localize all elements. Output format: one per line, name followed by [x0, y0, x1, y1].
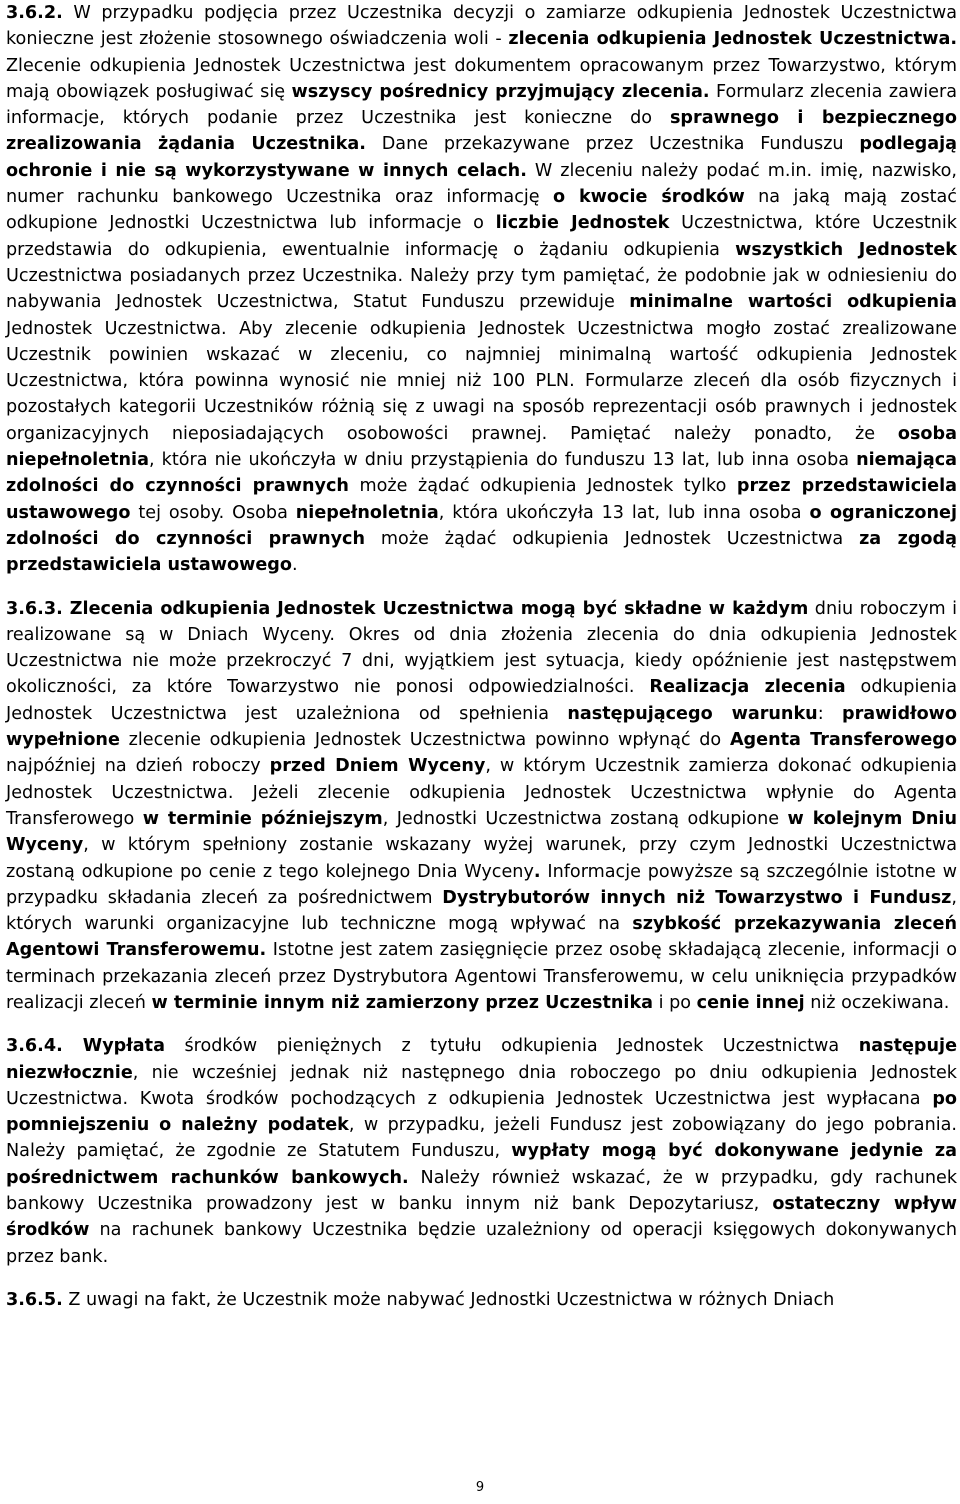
bold-text: ostateczny wpływ środków — [6, 1194, 958, 1241]
text-run: , nie wcześniej jednak niż następnego dnia roboczego po dniu odkupienia Jednostek Uczestnictwa. Kwota środków pochodzących z odkupienia Jednostek Uczestnictwa jest wypłacana — [6, 1062, 957, 1109]
bold-text: minimalne wartości odkupienia — [629, 292, 957, 313]
text-run: niż oczekiwana. — [804, 992, 950, 1013]
bold-text: następuje niezwłocznie — [6, 1036, 957, 1083]
text-run: na rachunek bankowy Uczestnika będzie uzależniony od operacji księgowych dokonywanych przez bank. — [6, 1220, 957, 1267]
text-run: , w którym spełniony zostanie wskazany wyżej warunek, przy czym Jednostki Uczestnictwa zostaną odkupione po cenie z tego kolejnego Dnia Wyceny — [6, 835, 957, 882]
text-run: : — [817, 703, 843, 724]
bold-text: niemająca zdolności do czynności prawnych — [6, 450, 957, 497]
text-run: dniu roboczym i realizowane są w Dniach Wyceny. Okres od dnia złożenia zlecenia do dnia odkupienia Jednostek Uczestnictwa nie może przekroczyć 7 dni, wyjątkiem jest sytuacja, kiedy opóźnienie jest następstwem okoliczności, za które Towarzystwo nie ponosi odpowiedzialności. — [6, 598, 957, 698]
bold-text: 3.6.2. — [6, 3, 63, 23]
text-run: Dane przekazywane przez Uczestnika Funduszu — [365, 134, 860, 155]
text-run: zlecenie odkupienia Jednostek Uczestnictwa powinno wpłynąć do — [119, 730, 730, 751]
text-run: Z uwagi na fakt, że Uczestnik może nabywać Jednostki Uczestnictwa w różnych Dniach — [62, 1289, 835, 1310]
text-run: może żądać odkupienia Jednostek tylko — [348, 476, 737, 497]
bold-text: 3.6.3. Zlecenia odkupienia Jednostek Uczestnictwa mogą być składne w każdym — [6, 598, 809, 619]
bold-text: wszystkich Jednostek — [735, 239, 958, 260]
page-number: 9 — [475, 1480, 485, 1495]
bold-text: wypłaty mogą być dokonywane jedynie za pośrednictwem rachunków bankowych. — [6, 1141, 957, 1188]
bold-text: . — [533, 861, 541, 882]
text-run: może żądać odkupienia Jednostek Uczestnictwa — [365, 528, 860, 549]
bold-text: szybkość przekazywania zleceń Agentowi Transferowemu. — [6, 914, 957, 961]
bold-text: po pomniejszeniu o należny podatek — [6, 1088, 957, 1136]
text-run: , która nie ukończyła w dniu przystąpienia do funduszu 13 lat, lub inna osoba — [148, 450, 857, 471]
text-run: na jaką mają zostać odkupione Jednostki Uczestnictwa lub informacje o — [6, 187, 957, 234]
text-run: , w którym Uczestnik zamierza dokonać odkupienia Jednostek Uczestnictwa. Jeżeli zlecenie odkupienia Jednostek Uczestnictwa wpłynie do Agenta Transferowego — [6, 756, 958, 829]
text-run: Zlecenie odkupienia Jednostek Uczestnictwa jest dokumentem opracowanym przez Towarzystwo, którym mają obowiązek posługiwać się — [6, 55, 957, 102]
text-run: i po — [653, 992, 697, 1013]
text-run: , Jednostki Uczestnictwa zostaną odkupione — [382, 808, 788, 829]
bold-text: prawidłowo wypełnione — [6, 703, 957, 751]
bold-text: w kolejnym Dniu Wyceny — [6, 808, 957, 856]
bold-text: Agenta Transferowego — [729, 730, 957, 751]
bold-text: zlecenia odkupienia Jednostek Uczestnictwa. — [508, 29, 958, 50]
text-run: Jednostek Uczestnictwa. Aby zlecenie odkupienia Jednostek Uczestnictwa mogło zostać zrealizowane Uczestnik powinien wskazać w zleceniu, co najmniej minimalną wartość odkupienia Jednostek Uczestnictwa, która powinna wynosić nie mniej niż 100 PLN. Formularze zleceń dla osób fizycznych i pozostałych kategorii Uczestników różnią się z uwagi na sposób reprezentacji osób prawnych i jednostek organizacyjnych nieposiadających osobowości prawnej. Pamiętać należy ponadto, że — [6, 318, 957, 444]
bold-text: o kwocie środków — [552, 187, 745, 208]
document-body — [6, 0, 957, 1313]
text-run: , których warunki organizacyjne lub techniczne mogą wpływać na — [6, 887, 958, 935]
bold-text: cenie innej — [696, 992, 805, 1013]
section-3-6-4 — [6, 1033, 957, 1270]
text-run: , w przypadku, jeżeli Fundusz jest zobowiązany do jego pobrania. Należy pamiętać, że zgodnie ze Statutem Funduszu, — [6, 1115, 957, 1162]
bold-text: następującego warunku — [567, 703, 818, 724]
bold-text: w terminie późniejszym — [142, 808, 383, 829]
text-run: Należy również wskazać, że w przypadku, gdy rachunek bankowy Uczestnika prowadzony jest w banku innym niż bank Depozytariusz, — [6, 1167, 958, 1215]
section-3-6-2 — [6, 0, 957, 579]
bold-text: wszyscy pośrednicy przyjmujący zlecenia. — [291, 81, 710, 102]
text-run: Informacje powyższe są szczególnie istotne w przypadku składania zleceń za pośrednictwem — [6, 861, 957, 908]
text-run: . — [291, 555, 298, 576]
bold-text: w terminie innym niż zamierzony przez Uczestnika — [151, 992, 654, 1013]
bold-text: liczbie Jednostek — [495, 213, 670, 234]
text-run: najpóźniej na dzień roboczy — [6, 756, 270, 777]
text-run: , która ukończyła 13 lat, lub inna osoba — [438, 502, 810, 523]
section-3-6-5 — [6, 1287, 957, 1313]
bold-text: osoba niepełnoletnia — [6, 423, 957, 471]
bold-text: 3.6.5. — [6, 1289, 63, 1310]
bold-text: niepełnoletnia — [295, 502, 439, 523]
bold-text: Realizacja zlecenia — [649, 677, 846, 698]
bold-text: podlegają ochronie i nie są wykorzystywane w innych celach. — [6, 134, 957, 181]
text-run: tej osoby. Osoba — [130, 502, 296, 523]
bold-text: za zgodą przedstawiciela ustawowego — [6, 528, 957, 576]
bold-text: przez przedstawiciela ustawowego — [6, 476, 957, 523]
text-run: środków pieniężnych z tytułu odkupienia Jednostek Uczestnictwa — [164, 1036, 859, 1057]
bold-text: 3.6.4. Wypłata — [6, 1036, 165, 1057]
text-run: Istotne jest zatem zasięgnięcie przez osobę składającą zlecenie, informacji o terminach przekazania zleceń przez Dystrybutora Agentowi Transferowemu, w celu uniknięcia przypadków realizacji zleceń — [6, 940, 957, 1013]
text-run: W przypadku podjęcia przez Uczestnika decyzji o zamiarze odkupienia Jednostek Uczestnictwa konieczne jest złożenie stosownego oświadczenia woli - — [6, 3, 957, 50]
text-run: Formularz zlecenia zawiera informacje, których podanie przez Uczestnika jest konieczne do — [6, 81, 957, 129]
text-run: odkupienia Jednostek Uczestnictwa jest uzależniona od spełnienia — [6, 677, 957, 724]
text-run: Uczestnictwa posiadanych przez Uczestnika. Należy przy tym pamiętać, że podobnie jak w odniesieniu do nabywania Jednostek Uczestnictwa, Statut Funduszu przewiduje — [6, 265, 957, 313]
section-3-6-3 — [6, 596, 957, 1017]
bold-text: o ograniczonej zdolności do czynności prawnych — [6, 502, 957, 549]
bold-text: sprawnego i bezpiecznego zrealizowania żądania Uczestnika. — [6, 108, 957, 155]
bold-text: Dystrybutorów innych niż Towarzystwo i Fundusz — [442, 887, 952, 908]
text-run: W zleceniu należy podać m.in. imię, nazwisko, numer rachunku bankowego Uczestnika oraz informację — [6, 160, 957, 208]
bold-text: przed Dniem Wyceny — [269, 756, 486, 777]
text-run: Uczestnictwa, które Uczestnik przedstawia do odkupienia, ewentualnie informację o żądaniu odkupienia — [6, 213, 957, 260]
